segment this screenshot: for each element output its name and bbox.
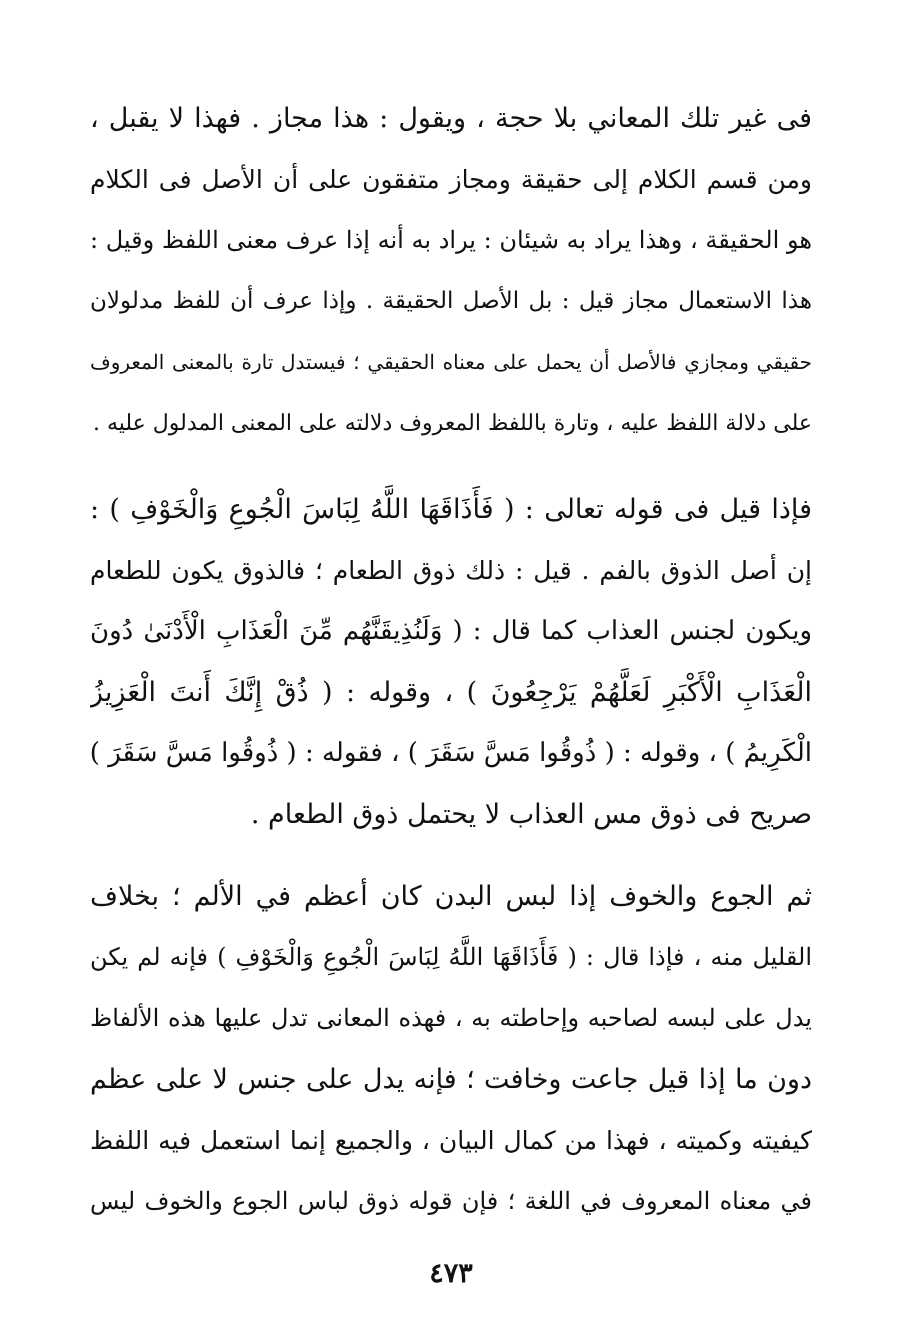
text-line: ثم الجوع والخوف إذا لبس البدن كان أعظم في الألم ؛ بخلاف bbox=[90, 881, 812, 912]
text-line: صريح فى ذوق مس العذاب لا يحتمل ذوق الطعام . bbox=[250, 799, 812, 830]
text-line: على دلالة اللفظ عليه ، وتارة باللفظ المعروف دلالته على المعنى المدلول عليه . bbox=[92, 411, 812, 436]
text-line: القليل منه ، فإذا قال : ( فَأَذَاقَهَا اللَّهُ لِبَاسَ الْجُوعِ وَالْخَوْفِ ) فإنه لم يكن bbox=[90, 943, 812, 971]
text-line: الْكَرِيمُ ) ، وقوله : ( ذُوقُوا مَسَّ سَقَرَ ) ، فقوله : ( ذُوقُوا مَسَّ سَقَرَ ) bbox=[90, 738, 812, 768]
text-line: كيفيته وكميته ، فهذا من كمال البيان ، والجميع إنما استعمل فيه اللفظ bbox=[90, 1126, 812, 1155]
paragraph-2 bbox=[90, 479, 812, 845]
text-line: الْعَذَابِ الْأَكْبَرِ لَعَلَّهُمْ يَرْجِعُونَ ) ، وقوله : ( ذُقْ إِنَّكَ أَنتَ الْعَزِيزُ bbox=[90, 677, 812, 708]
text-line: فى غير تلك المعاني بلا حجة ، ويقول : هذا مجاز . فهذا لا يقبل ، bbox=[90, 103, 812, 134]
paragraph-1 bbox=[90, 88, 812, 454]
text-line: ويكون لجنس العذاب كما قال : ( وَلَنُذِيقَنَّهُم مِّنَ الْعَذَابِ الْأَدْنَىٰ دُونَ bbox=[90, 616, 812, 646]
text-line: في معناه المعروف في اللغة ؛ فإن قوله ذوق لباس الجوع والخوف ليس bbox=[90, 1187, 812, 1215]
text-line: إن أصل الذوق بالفم . قيل : ذلك ذوق الطعام ؛ فالذوق يكون للطعام bbox=[90, 556, 812, 585]
page-number: ٤٧٣ bbox=[429, 1258, 473, 1289]
text-line: حقيقي ومجازي فالأصل أن يحمل على معناه الحقيقي ؛ فيستدل تارة بالمعنى المعروف bbox=[90, 350, 812, 374]
text-line: يدل على لبسه لصاحبه وإحاطته به ، فهذه المعانى تدل عليها هذه الألفاظ bbox=[90, 1004, 812, 1032]
text-line: دون ما إذا قيل جاعت وخافت ؛ فإنه يدل على جنس لا على عظم bbox=[90, 1064, 812, 1095]
paragraph-3 bbox=[90, 866, 812, 1232]
text-line: هو الحقيقة ، وهذا يراد به شيئان : يراد به أنه إذا عرف معنى اللفظ وقيل : bbox=[90, 226, 812, 254]
text-line: فإذا قيل فى قوله تعالى : ( فَأَذَاقَهَا اللَّهُ لِبَاسَ الْجُوعِ وَالْخَوْفِ ) : bbox=[90, 494, 812, 525]
text-line: ومن قسم الكلام إلى حقيقة ومجاز متفقون على أن الأصل فى الكلام bbox=[90, 165, 812, 194]
text-line: هذا الاستعمال مجاز قيل : بل الأصل الحقيقة . وإذا عرف أن للفظ مدلولان bbox=[90, 288, 812, 314]
